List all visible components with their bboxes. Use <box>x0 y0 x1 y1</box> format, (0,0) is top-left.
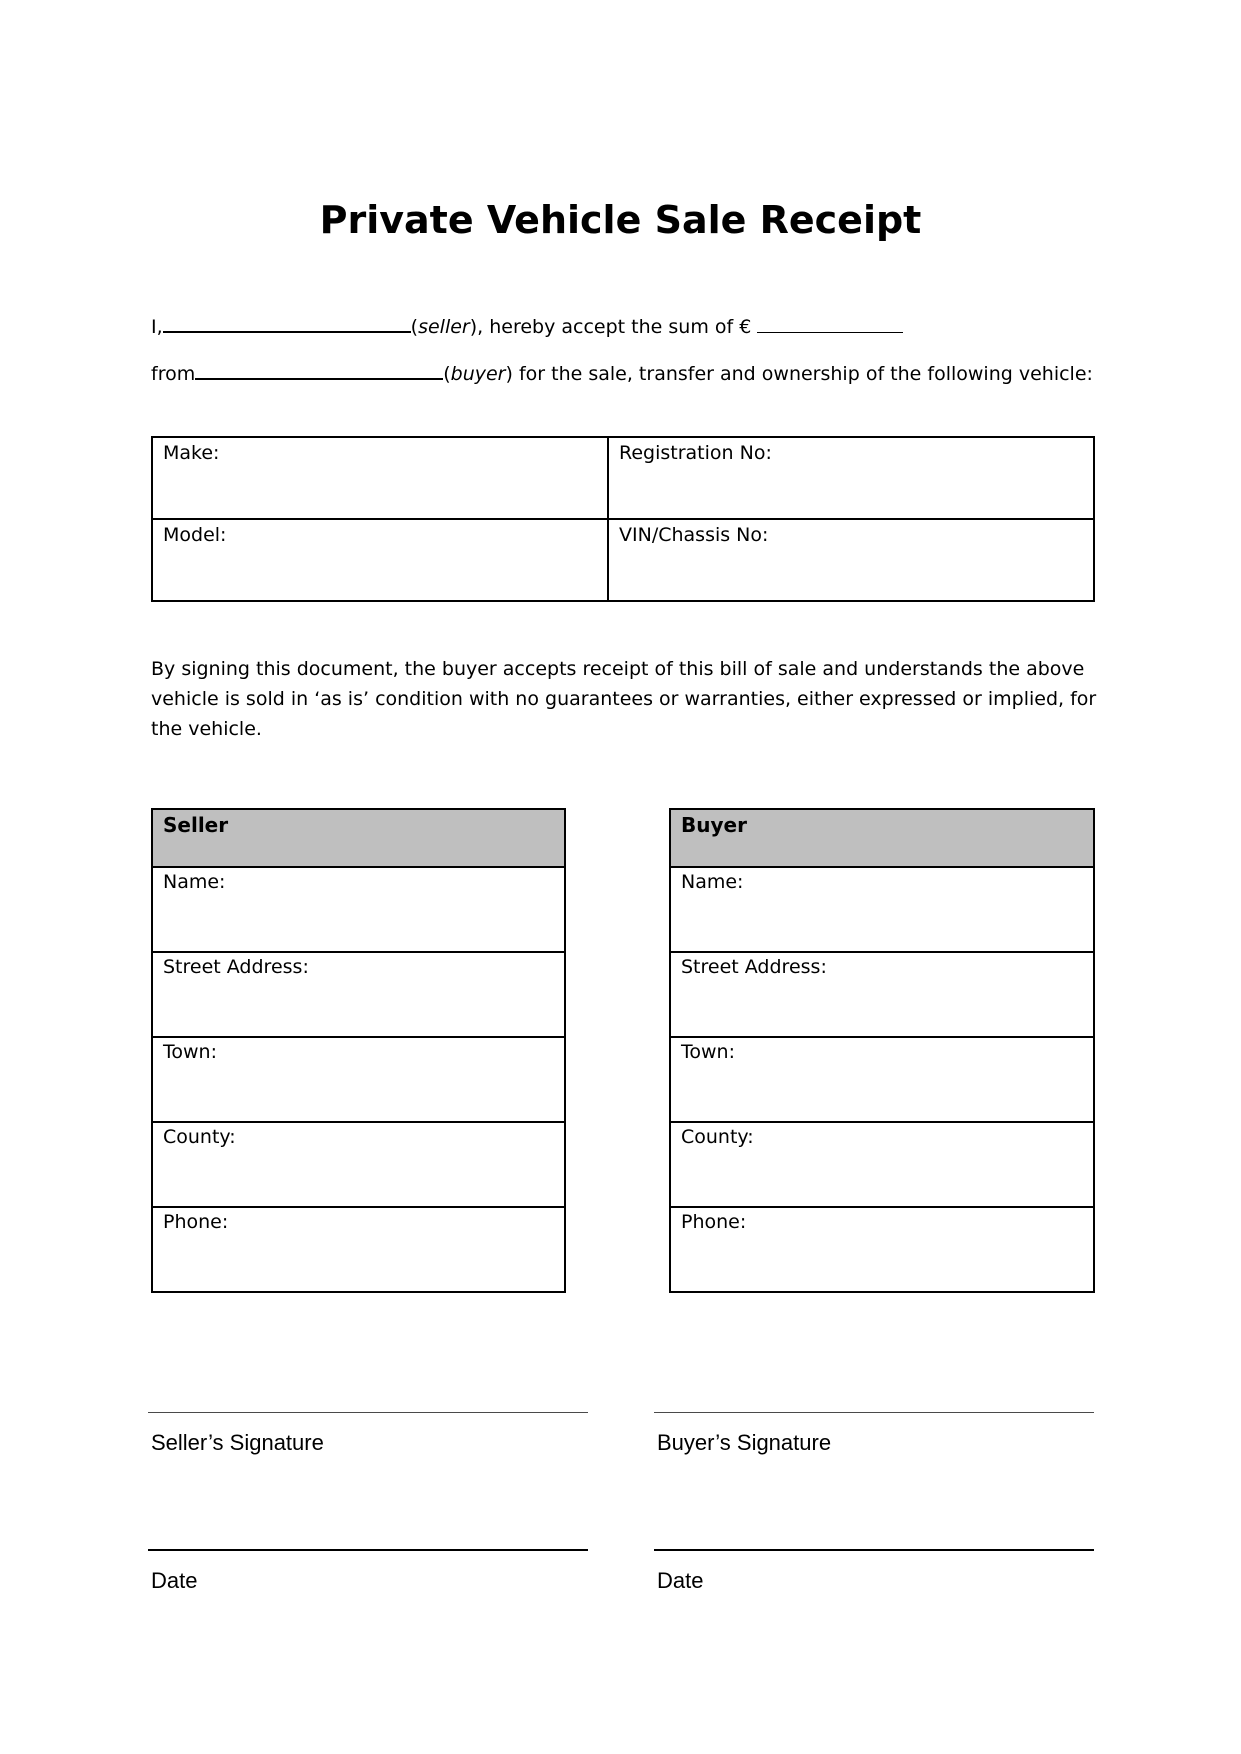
buyer-signature-label: Buyer’s Signature <box>657 1430 832 1455</box>
buyer-from-line: from (buyer) for the sale, transfer and ownership of the following vehicle: <box>151 358 1093 385</box>
vin-field[interactable] <box>608 519 1094 601</box>
registration-field[interactable] <box>608 437 1094 519</box>
buyer-name-field[interactable] <box>670 867 1094 952</box>
seller-county-label: County: <box>163 1126 236 1148</box>
seller-table <box>151 808 566 1293</box>
sum-amount-blank[interactable] <box>757 312 903 333</box>
disclaimer-text: By signing this document, the buyer accepts receipt of this bill of sale and understands the above vehicle is sold in ‘as is’ condition with no guarantees or warranties, either expressed or implied, for the vehicle. <box>151 658 1097 740</box>
line2-prefix: from <box>151 363 196 385</box>
seller-street-field[interactable] <box>152 952 565 1037</box>
seller-name-label: Name: <box>163 871 226 893</box>
model-field[interactable] <box>152 519 608 601</box>
model-label: Model: <box>163 524 227 546</box>
line2-suffix: ) for the sale, transfer and ownership of the following vehicle: <box>505 363 1093 385</box>
buyer-role-label: buyer <box>450 363 506 385</box>
buyer-street-label: Street Address: <box>681 956 827 978</box>
line1-prefix: I, <box>151 316 163 338</box>
vehicle-details-table <box>151 436 1095 602</box>
seller-name-field[interactable] <box>152 867 565 952</box>
seller-phone-field[interactable] <box>152 1207 565 1292</box>
seller-signature-label: Seller’s Signature <box>151 1430 324 1455</box>
seller-county-field[interactable] <box>152 1122 565 1207</box>
seller-date-line[interactable] <box>148 1549 588 1551</box>
buyer-town-label: Town: <box>681 1041 735 1063</box>
vin-label: VIN/Chassis No: <box>619 524 769 546</box>
line1-suffix: ), hereby accept the sum of € <box>469 316 752 338</box>
seller-signature-line[interactable] <box>148 1412 588 1413</box>
seller-date-label: Date <box>151 1568 198 1593</box>
buyer-signature-line[interactable] <box>654 1412 1094 1413</box>
buyer-table <box>669 808 1095 1293</box>
seller-street-label: Street Address: <box>163 956 309 978</box>
seller-table-header: Seller <box>152 809 565 867</box>
document-title: Private Vehicle Sale Receipt <box>319 198 922 242</box>
buyer-county-field[interactable] <box>670 1122 1094 1207</box>
buyer-date-line[interactable] <box>654 1549 1094 1551</box>
seller-acceptance-line: I, (seller), hereby accept the sum of € <box>151 311 903 338</box>
buyer-phone-label: Phone: <box>681 1211 747 1233</box>
buyer-date-label: Date <box>657 1568 704 1593</box>
seller-role-label: seller <box>418 316 470 338</box>
make-label: Make: <box>163 442 220 464</box>
make-field[interactable] <box>152 437 608 519</box>
buyer-street-field[interactable] <box>670 952 1094 1037</box>
buyer-phone-field[interactable] <box>670 1207 1094 1292</box>
buyer-county-label: County: <box>681 1126 754 1148</box>
buyer-name-label: Name: <box>681 871 744 893</box>
buyer-table-header: Buyer <box>670 809 1094 867</box>
seller-town-label: Town: <box>163 1041 217 1063</box>
seller-name-blank[interactable] <box>163 311 411 333</box>
buyer-town-field[interactable] <box>670 1037 1094 1122</box>
buyer-name-blank[interactable] <box>195 358 443 380</box>
registration-label: Registration No: <box>619 442 772 464</box>
seller-town-field[interactable] <box>152 1037 565 1122</box>
seller-phone-label: Phone: <box>163 1211 229 1233</box>
